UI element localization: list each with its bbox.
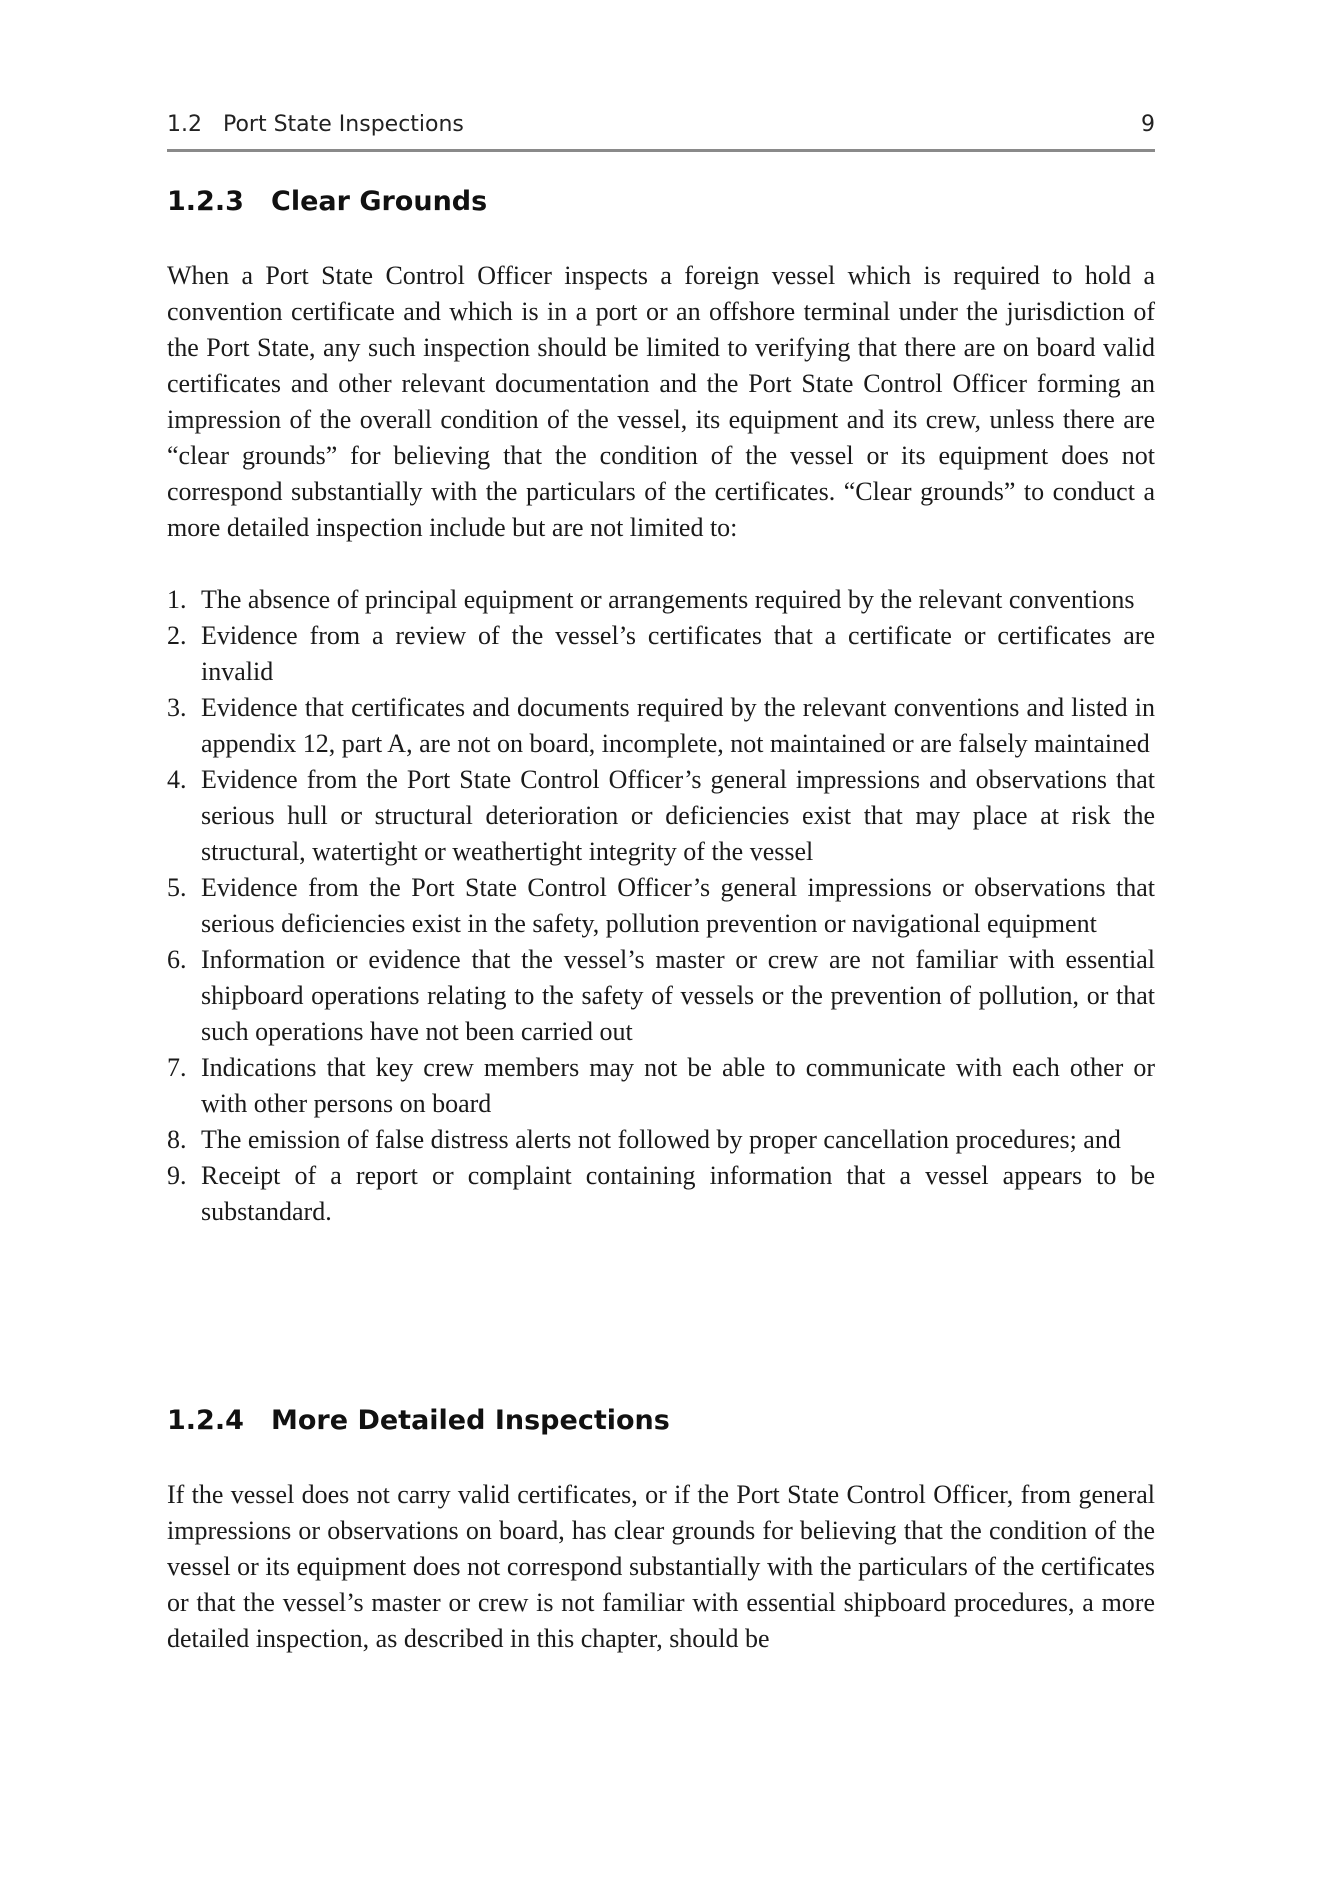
section-title: Clear Grounds: [271, 186, 488, 217]
list-marker: 4.: [167, 765, 187, 794]
list-item-text: Information or evidence that the vessel’s master or crew are not familiar with essential shipboard operations relating to the safety of vessels or the prevention of pollution, or that such operations have not been carried out: [201, 945, 1155, 1046]
list-item-text: Evidence from the Port State Control Officer’s general impressions or observations that serious deficiencies exist in the safety, pollution prevention or navigational equipment: [201, 873, 1155, 938]
more-detailed-inspections-paragraph: If the vessel does not carry valid certificates, or if the Port State Control Officer, from general impressions or observations on board, has clear grounds for believing that the condition of the vessel or its equipment does not correspond substantially with the particulars of the certificates or that the vessel’s master or crew is not familiar with essential shipboard procedures, a more detailed inspection, as described in this chapter, should be: [167, 1480, 1155, 1653]
list-item-text: Evidence from a review of the vessel’s certificates that a certificate or certificates are invalid: [201, 621, 1155, 686]
list-item: [167, 870, 1155, 942]
list-marker: 1.: [167, 585, 187, 614]
list-item: [167, 1050, 1155, 1122]
list-item: [167, 1158, 1155, 1230]
list-item: [167, 690, 1155, 762]
clear-grounds-paragraph: When a Port State Control Officer inspects a foreign vessel which is required to hold a convention certificate and which is in a port or an offshore terminal under the jurisdiction of the Port State, any such inspection should be limited to verifying that there are on board valid certificates and other relevant documentation and the Port State Control Officer forming an impression of the overall condition of the vessel, its equipment and its crew, unless there are “clear grounds” for believing that the condition of the vessel or its equipment does not correspond substantially with the particulars of the certificates. “Clear grounds” to conduct a more detailed inspection include but are not limited to:: [167, 261, 1155, 542]
list-item-text: Indications that key crew members may not be able to communicate with each other or with other persons on board: [201, 1053, 1155, 1118]
list-item: [167, 762, 1155, 870]
section-number: 1.2.3: [167, 186, 244, 217]
list-item: [167, 1122, 1155, 1158]
list-marker: 9.: [167, 1161, 187, 1190]
running-head: [167, 112, 1155, 142]
section-number: 1.2.4: [167, 1405, 244, 1436]
section-heading-more-detailed-inspections: [167, 1405, 1155, 1436]
page-number: 9: [1141, 112, 1155, 137]
list-item-text: Evidence from the Port State Control Officer’s general impressions and observations that serious hull or structural deterioration or deficiencies exist that may place at risk the structural, watertight or weathertight integrity of the vessel: [201, 765, 1155, 866]
clear-grounds-list: [167, 582, 1155, 1230]
section-heading-clear-grounds: [167, 186, 1155, 217]
list-item-text: Receipt of a report or complaint containing information that a vessel appears to be substandard.: [201, 1161, 1155, 1226]
list-marker: 2.: [167, 621, 187, 650]
header-rule: [167, 149, 1155, 152]
list-marker: 7.: [167, 1053, 187, 1082]
list-item: [167, 618, 1155, 690]
list-item: [167, 582, 1155, 618]
running-head-section: 1.2 Port State Inspections: [167, 112, 464, 137]
list-item-text: The emission of false distress alerts not followed by proper cancellation procedures; and: [201, 1125, 1121, 1154]
list-marker: 3.: [167, 693, 187, 722]
list-item-text: Evidence that certificates and documents required by the relevant conventions and listed in appendix 12, part A, are not on board, incomplete, not maintained or are falsely maintained: [201, 693, 1155, 758]
section-title: More Detailed Inspections: [271, 1405, 670, 1436]
list-marker: 8.: [167, 1125, 187, 1154]
list-item-text: The absence of principal equipment or arrangements required by the relevant conventions: [201, 585, 1135, 614]
list-marker: 5.: [167, 873, 187, 902]
list-item: [167, 942, 1155, 1050]
list-marker: 6.: [167, 945, 187, 974]
